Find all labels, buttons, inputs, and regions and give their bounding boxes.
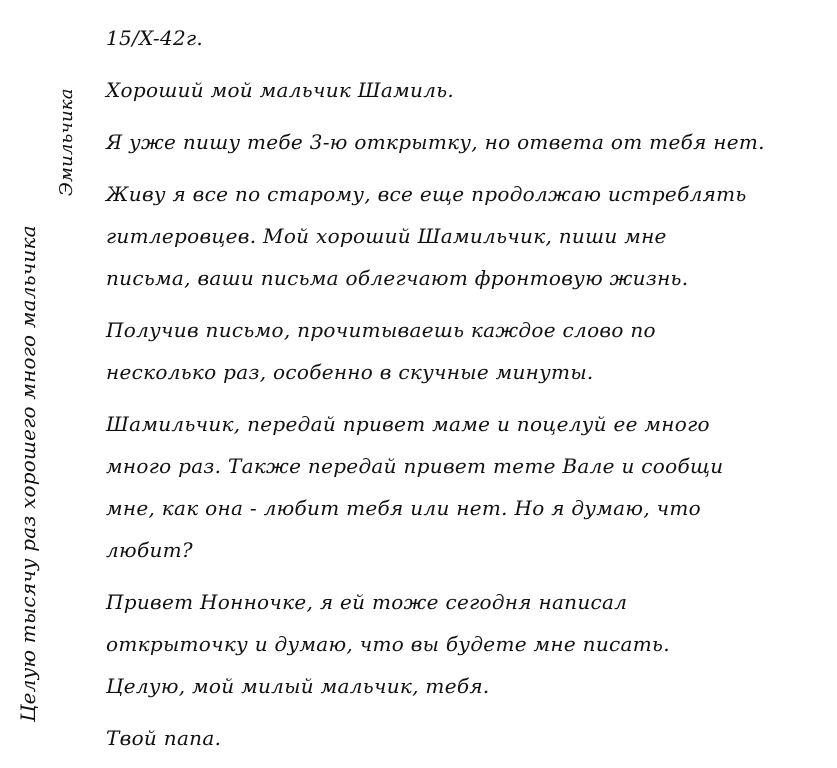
paragraph-line: мне, как она - любит тебя или нет. Но я думаю, что xyxy=(106,496,701,520)
paragraph-line: Я уже пишу тебе 3-ю открытку, но ответа от тебя нет. xyxy=(106,130,765,154)
paragraph-line: Живу я все по старому, все еще продолжаю истреблять xyxy=(106,182,747,206)
paragraph-line: любит? xyxy=(106,538,193,562)
paragraph-line: Шамильчик, передай привет маме и поцелуй ее много xyxy=(106,412,710,436)
paragraph-line: Получив письмо, прочитываешь каждое слово по xyxy=(106,318,656,342)
paragraph-4 xyxy=(106,414,818,562)
paragraph-3 xyxy=(106,320,818,384)
paragraph-line: много раз. Также передай привет тете Вале и сообщи xyxy=(106,454,724,478)
paragraph-line: открыточку и думаю, что вы будете мне писать. xyxy=(106,632,670,656)
letter-greeting: Хороший мой мальчик Шамиль. xyxy=(106,78,455,102)
paragraph-line: письма, ваши письма облегчают фронтовую жизнь. xyxy=(106,266,689,290)
paragraph-line: гитлеровцев. Мой хороший Шамильчик, пиши мне xyxy=(106,224,667,248)
paragraph-2 xyxy=(106,184,818,290)
margin-note-outer: Целую тысячу раз хорошего много мальчика xyxy=(16,225,40,722)
paragraph-1 xyxy=(106,132,818,154)
margin-note-inner: Эмильчика xyxy=(56,88,77,196)
paragraph-5 xyxy=(106,592,818,698)
paragraph-line: Целую, мой милый мальчик, тебя. xyxy=(106,674,490,698)
paragraph-line: Привет Нонночке, я ей тоже сегодня написал xyxy=(106,590,628,614)
letter-date: 15/X-42г. xyxy=(106,26,204,50)
paragraph-line: несколько раз, особенно в скучные минуты. xyxy=(106,360,594,384)
letter-signature: Твой папа. xyxy=(106,726,222,750)
letter-body xyxy=(106,28,818,750)
